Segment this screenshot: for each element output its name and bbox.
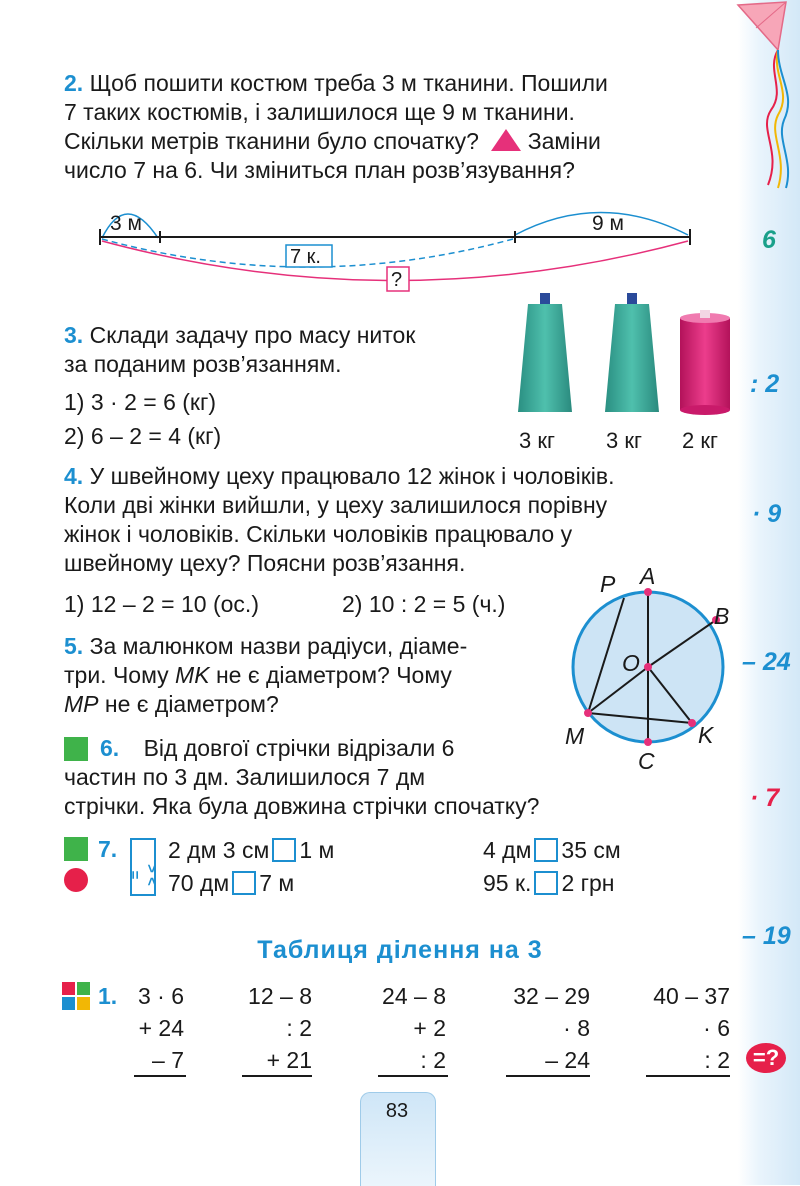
- task5-line3: MP не є діаметром?: [64, 691, 279, 717]
- task-number: 6.: [100, 735, 120, 761]
- sidebar-number: – 24: [742, 648, 791, 676]
- windows-grid-icon: [62, 982, 90, 1010]
- task4-line2: Коли дві жінки вийшли, у цеху залишилося порівну: [64, 492, 608, 518]
- page-number: 83: [385, 1100, 409, 1122]
- task4-line4: швейному цеху? Поясни розв’язання.: [64, 550, 466, 576]
- answer-box[interactable]: [272, 838, 296, 862]
- chain-column: 24 – 8 + 2 : 2: [382, 983, 446, 1073]
- task4-step2: 2) 10 : 2 = 5 (ч.): [342, 591, 506, 617]
- task4-step1: 1) 12 – 2 = 10 (ос.): [64, 591, 259, 617]
- task-number: 3.: [64, 322, 84, 348]
- thread-spools-image: [510, 290, 740, 420]
- task2-line1: 2. Щоб пошити костюм треба 3 м тканини. Пошили: [64, 70, 608, 96]
- task3-step1: 1) 3 · 2 = 6 (кг): [64, 389, 217, 415]
- chain-column: 3 · 6 + 24 – 7: [137, 983, 184, 1073]
- task6-line3: стрічки. Яка була довжина стрічки спочатку?: [64, 793, 540, 819]
- task-number: 2.: [64, 70, 84, 96]
- green-square-icon: [64, 737, 88, 761]
- task3-line2: за поданим розв’язанням.: [64, 351, 342, 377]
- task4-line3: жінок і чоловіків. Скільки чоловіків працювало у: [64, 521, 573, 547]
- diagram-mid-label: 7 к.: [290, 246, 321, 268]
- diagram-right-label: 9 м: [592, 212, 624, 235]
- diagram-question: ?: [391, 269, 403, 291]
- task5-line1: 5. За малюнком назви радіуси, діаме-: [64, 633, 468, 659]
- circle-diagram: [560, 560, 750, 780]
- spool-label: 3 кг: [519, 428, 555, 453]
- chain-column: 32 – 29 · 8 – 24: [513, 983, 590, 1073]
- section-title: Таблиця ділення на 3: [257, 936, 543, 964]
- comparison-item: 4 дм 35 см: [483, 837, 621, 863]
- point-label-k: K: [698, 722, 714, 748]
- answer-box[interactable]: [232, 871, 256, 895]
- comparison-item: 70 дм 7 м: [168, 870, 295, 896]
- point-label-a: A: [640, 563, 656, 589]
- chain-column: 12 – 8 : 2 + 21: [248, 983, 312, 1073]
- comparison-item: 95 к. 2 грн: [483, 870, 615, 896]
- sidebar-number: 6: [762, 226, 776, 254]
- check-question-icon: =?: [746, 1043, 786, 1073]
- task3-step2: 2) 6 – 2 = 4 (кг): [64, 423, 222, 449]
- answer-line: [134, 1075, 186, 1077]
- kite-icon: [716, 0, 796, 190]
- point-label-b: B: [714, 603, 730, 629]
- task4-line1: 4. У швейному цеху працювало 12 жінок і чоловіків.: [64, 463, 615, 489]
- comparison-item: 2 дм 3 см 1 м: [168, 837, 335, 863]
- triangle-icon: [491, 129, 521, 151]
- answer-line: [378, 1075, 448, 1077]
- sidebar-number: · 9: [752, 500, 782, 528]
- task6-line1: 6. Від довгої стрічки відрізали 6: [100, 735, 455, 761]
- spool-label: 2 кг: [682, 428, 718, 453]
- answer-box[interactable]: [534, 871, 558, 895]
- comparison-signs: > < =: [130, 838, 156, 896]
- red-circle-icon: [64, 868, 88, 892]
- point-label-p: P: [600, 571, 616, 597]
- task2-line4: число 7 на 6. Чи зміниться план розв’язування?: [64, 157, 575, 183]
- task2-line3: Скільки метрів тканини було спочатку? Заміни: [64, 128, 601, 154]
- task-number: 5.: [64, 633, 84, 659]
- point-label-o: O: [622, 650, 640, 676]
- spool-label: 3 кг: [606, 428, 642, 453]
- sidebar-number: – 19: [742, 922, 791, 950]
- task2-line2: 7 таких костюмів, і залишилося ще 9 м тканини.: [64, 99, 575, 125]
- point-label-c: C: [638, 748, 655, 774]
- task6-line2: частин по 3 дм. Залишилося 7 дм: [64, 764, 426, 790]
- task3-line1: 3. Склади задачу про масу ниток: [64, 322, 416, 348]
- sidebar-number: : 2: [750, 370, 780, 398]
- answer-line: [242, 1075, 312, 1077]
- diagram-left-label: 3 м: [110, 212, 142, 235]
- task-number: 4.: [64, 463, 84, 489]
- sidebar-number: · 7: [750, 784, 780, 812]
- exercise-number: 1.: [98, 983, 118, 1009]
- green-square-icon: [64, 837, 88, 861]
- answer-box[interactable]: [534, 838, 558, 862]
- answer-line: [646, 1075, 730, 1077]
- task5-line2: три. Чому MK не є діаметром? Чому: [64, 662, 452, 688]
- point-label-m: M: [565, 723, 585, 749]
- chain-column: 40 – 37 · 6 : 2: [653, 983, 730, 1073]
- answer-line: [506, 1075, 590, 1077]
- task-number: 7.: [98, 836, 118, 862]
